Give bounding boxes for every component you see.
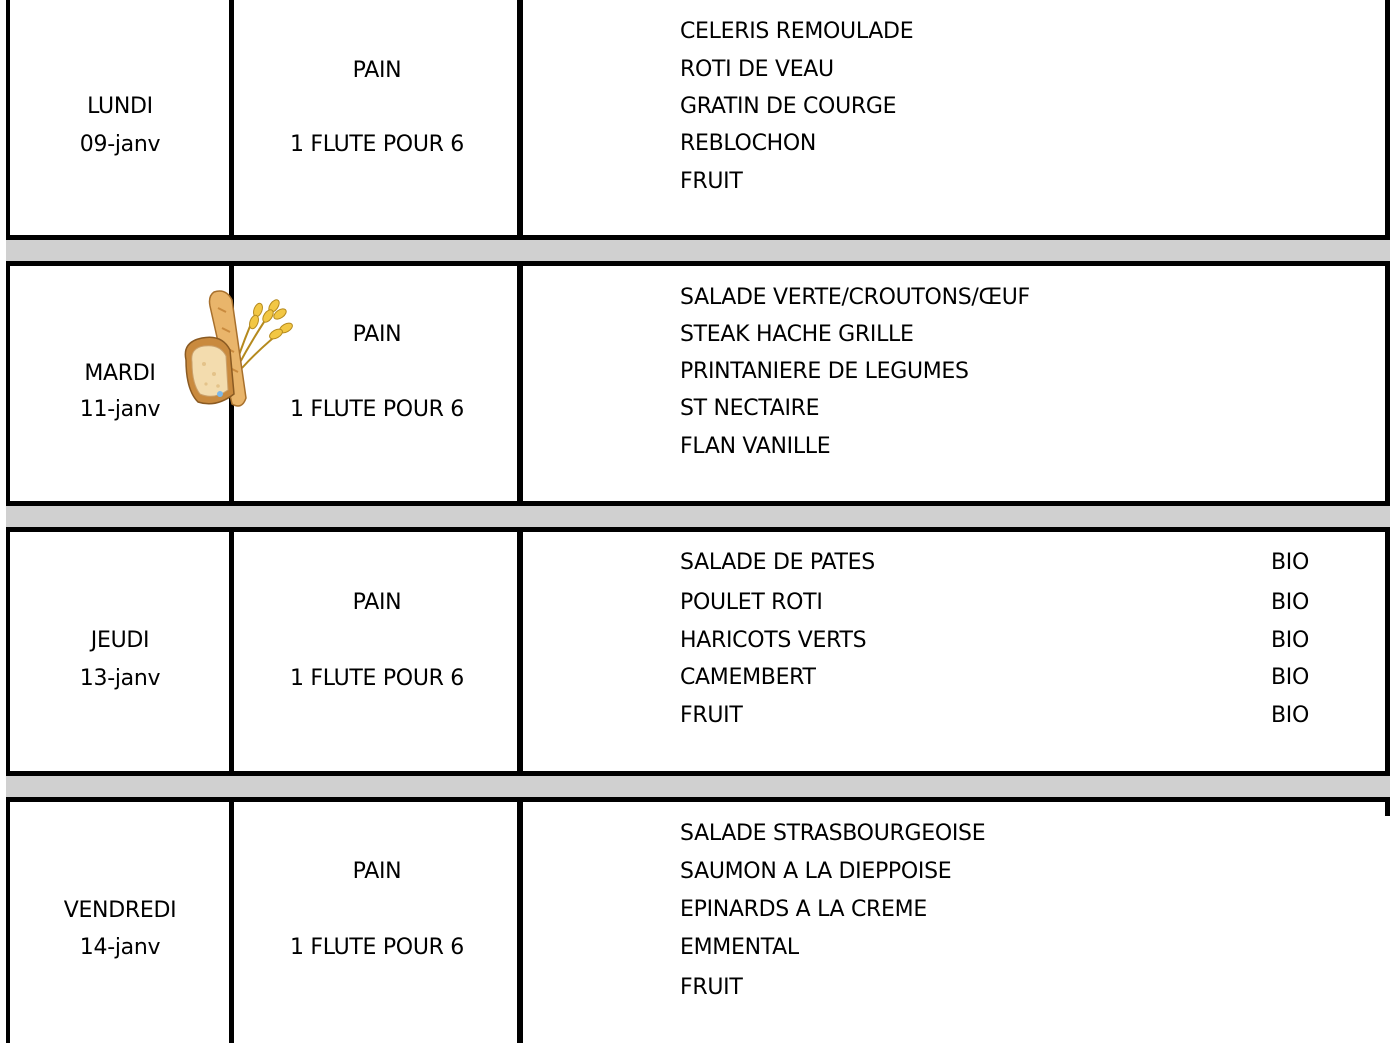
dish-item: FRUIT [680,703,743,728]
day-date: 09-janv [79,132,161,157]
dish-item: EPINARDS A LA CREME [680,897,927,922]
day-name: JEUDI [90,628,150,653]
dish-item: STEAK HACHE GRILLE [680,322,914,347]
bio-badge: BIO [1271,550,1309,575]
day-name: VENDREDI [63,898,177,923]
dish-item: GRATIN DE COURGE [680,94,897,119]
dish-item: SALADE VERTE/CROUTONS/ŒUF [680,285,1030,310]
bread-portion: 1 FLUTE POUR 6 [289,666,465,691]
dish-item: PRINTANIERE DE LEGUMES [680,359,969,384]
dish-item: SALADE DE PATES [680,550,875,575]
day-date: 13-janv [79,666,161,691]
day-date: 11-janv [79,397,161,422]
bread-portion: 1 FLUTE POUR 6 [289,132,465,157]
bread-portion: 1 FLUTE POUR 6 [289,397,465,422]
dish-item: EMMENTAL [680,935,799,960]
bread-label: PAIN [352,322,402,347]
row-separator [6,235,1390,266]
bread-label: PAIN [352,859,402,884]
row-separator [6,771,1390,802]
bread-portion: 1 FLUTE POUR 6 [289,935,465,960]
bread-wheat-icon [176,286,296,416]
dish-item: ST NECTAIRE [680,396,820,421]
day-name: MARDI [84,361,156,386]
bread-label: PAIN [352,590,402,615]
day-date: 14-janv [79,935,161,960]
dish-item: REBLOCHON [680,131,817,156]
bread-label: PAIN [352,58,402,83]
dish-item: ROTI DE VEAU [680,57,834,82]
bio-badge: BIO [1271,628,1309,653]
bio-badge: BIO [1271,703,1309,728]
bio-badge: BIO [1271,590,1309,615]
dish-item: POULET ROTI [680,590,823,615]
row-separator [6,501,1390,532]
bio-badge: BIO [1271,665,1309,690]
dish-item: HARICOTS VERTS [680,628,867,653]
table-right-border [1385,0,1390,816]
dish-item: CAMEMBERT [680,665,816,690]
dish-item: FRUIT [680,975,743,1000]
dish-item: SALADE STRASBOURGEOISE [680,821,986,846]
dish-item: FRUIT [680,169,743,194]
dish-item: SAUMON A LA DIEPPOISE [680,859,952,884]
dish-item: FLAN VANILLE [680,434,831,459]
dish-item: CELERIS REMOULADE [680,19,914,44]
day-name: LUNDI [87,94,153,119]
